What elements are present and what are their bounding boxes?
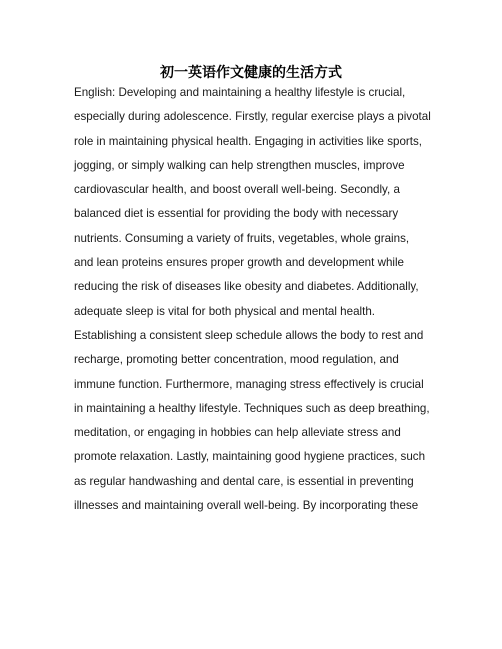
body-line-18: illnesses and maintaining overall well-being. By incorporating these xyxy=(74,499,419,513)
body-line-13: immune function. Furthermore, managing stress effectively is crucial xyxy=(74,377,424,391)
body-line-9: reducing the risk of diseases like obesity and diabetes. Additionally, xyxy=(74,280,419,294)
document-body xyxy=(74,81,439,518)
document-title: 初一英语作文健康的生活方式 xyxy=(160,65,342,81)
body-line-3: role in maintaining physical health. Engaging in activities like sports, xyxy=(74,134,422,148)
body-line-15: meditation, or engaging in hobbies can help alleviate stress and xyxy=(74,426,401,440)
body-line-11: Establishing a consistent sleep schedule allows the body to rest and xyxy=(74,328,424,342)
body-line-8: and lean proteins ensures proper growth and development while xyxy=(74,256,404,270)
body-line-14: in maintaining a healthy lifestyle. Techniques such as deep breathing, xyxy=(74,401,430,415)
body-line-17: as regular handwashing and dental care, is essential in preventing xyxy=(74,474,414,488)
body-line-7: nutrients. Consuming a variety of fruits, vegetables, whole grains, xyxy=(74,231,410,245)
body-line-1: English: Developing and maintaining a healthy lifestyle is crucial, xyxy=(74,86,406,99)
body-line-10: adequate sleep is vital for both physical and mental health. xyxy=(74,304,375,318)
body-line-2: especially during adolescence. Firstly, regular exercise plays a pivotal xyxy=(74,110,431,124)
body-line-5: cardiovascular health, and boost overall well-being. Secondly, a xyxy=(74,183,400,197)
body-line-6: balanced diet is essential for providing the body with necessary xyxy=(74,207,399,221)
body-line-12: recharge, promoting better concentration, mood regulation, and xyxy=(74,353,399,367)
body-line-4: jogging, or simply walking can help strengthen muscles, improve xyxy=(74,158,405,172)
body-line-16: promote relaxation. Lastly, maintaining good hygiene practices, such xyxy=(74,450,426,464)
